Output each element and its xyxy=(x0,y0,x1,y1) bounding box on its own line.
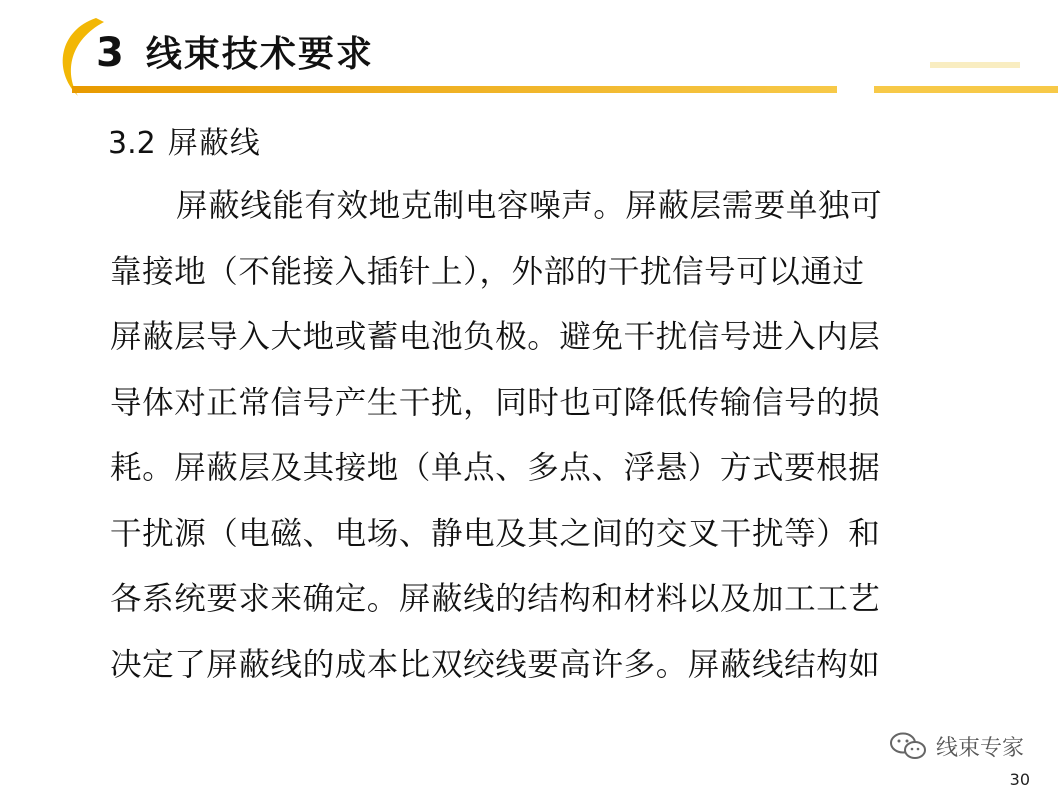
header-underline-right xyxy=(874,86,1058,93)
body-line: 屏蔽线能有效地克制电容噪声。屏蔽层需要单独可 xyxy=(176,188,883,224)
body-line: 导体对正常信号产生干扰，同时也可降低传输信号的损 xyxy=(110,384,881,421)
body-line: 干扰源（电磁、电场、静电及其之间的交叉干扰等）和 xyxy=(110,515,881,552)
page-number: 30 xyxy=(1009,770,1030,789)
body-line: 屏蔽层导入大地或蓄电池负极。避免干扰信号进入内层 xyxy=(110,319,881,355)
watermark xyxy=(888,730,1024,762)
header-accent-dots xyxy=(930,62,1020,68)
section-heading xyxy=(108,118,261,162)
body-paragraph xyxy=(110,180,980,704)
body-line: 决定了屏蔽线的成本比双绞线要高许多。屏蔽线结构如 xyxy=(110,646,881,683)
section-number: 3.2 xyxy=(108,126,156,161)
watermark-text: 线束专家 xyxy=(935,735,1024,761)
title-text: 线束技术要求 xyxy=(145,33,374,75)
header-underline-left xyxy=(72,86,837,93)
body-line: 靠接地（不能接入插针上），外部的干扰信号可以通过 xyxy=(110,253,865,290)
body-line: 各系统要求来确定。屏蔽线的结构和材料以及加工工艺 xyxy=(110,581,881,617)
title-section-number: 3 xyxy=(96,30,124,76)
body-line: 耗。屏蔽层及其接地（单点、多点、浮悬）方式要根据 xyxy=(110,450,881,486)
wechat-icon xyxy=(888,730,928,762)
slide-title xyxy=(96,26,374,77)
section-title: 屏蔽线 xyxy=(167,126,261,161)
